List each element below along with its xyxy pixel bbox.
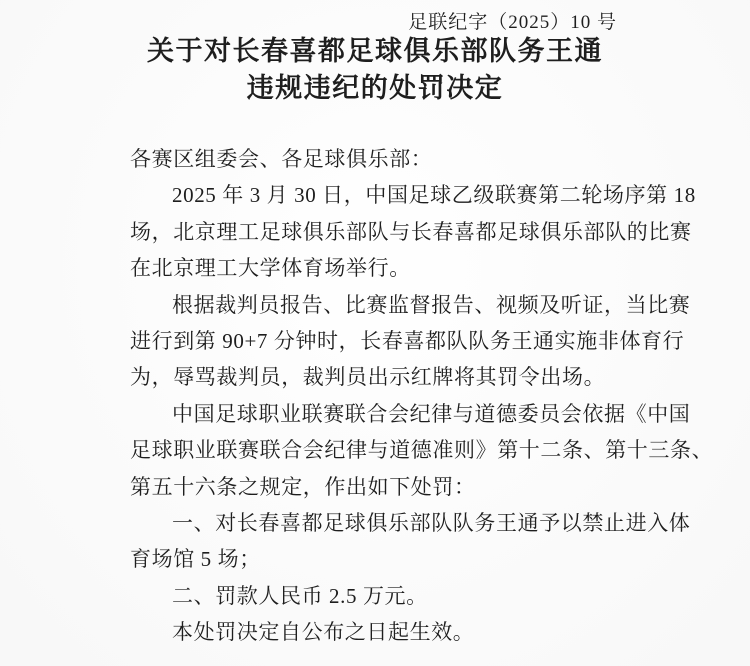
document-body: [130, 141, 714, 651]
body-line-penalty-2: 二、罚款人民币 2.5 万元。: [172, 583, 428, 608]
body-line-effective: 本处罚决定自公布之日起生效。: [172, 620, 475, 645]
body-line-penalty-1: 一、对长春喜都足球俱乐部队队务王通予以禁止进入体: [172, 511, 691, 536]
body-line: 场，北京理工足球俱乐部队与长春喜都足球俱乐部队的比赛: [130, 219, 692, 244]
body-line: 根据裁判员报告、比赛监督报告、视频及听证，当比赛: [172, 292, 691, 317]
body-line-penalty-1b: 育场馆 5 场；: [130, 547, 261, 572]
document-title: [0, 33, 750, 107]
body-line-salutation: 各赛区组委会、各足球俱乐部：: [130, 147, 433, 171]
body-line: 进行到第 90+7 分钟时，长春喜都队队务王通实施非体育行: [130, 329, 685, 354]
body-line: 第五十六条之规定，作出如下处罚：: [130, 474, 476, 499]
document-title-line-2: 违规违纪的处罚决定: [246, 73, 504, 103]
body-line: 中国足球职业联赛联合会纪律与道德委员会依据《中国: [172, 401, 691, 426]
body-line: 为，辱骂裁判员，裁判员出示红牌将其罚令出场。: [130, 365, 606, 390]
body-line: 在北京理工大学体育场举行。: [130, 256, 411, 281]
document-title-line-1: 关于对长春喜都足球俱乐部队务王通: [147, 36, 603, 66]
body-line: 2025 年 3 月 30 日，中国足球乙级联赛第二轮场序第 18: [172, 183, 696, 208]
body-line: 足球职业联赛联合会纪律与道德准则》第十二条、第十三条、: [130, 438, 714, 463]
document-number: 足联纪字（2025）10 号: [408, 12, 617, 33]
